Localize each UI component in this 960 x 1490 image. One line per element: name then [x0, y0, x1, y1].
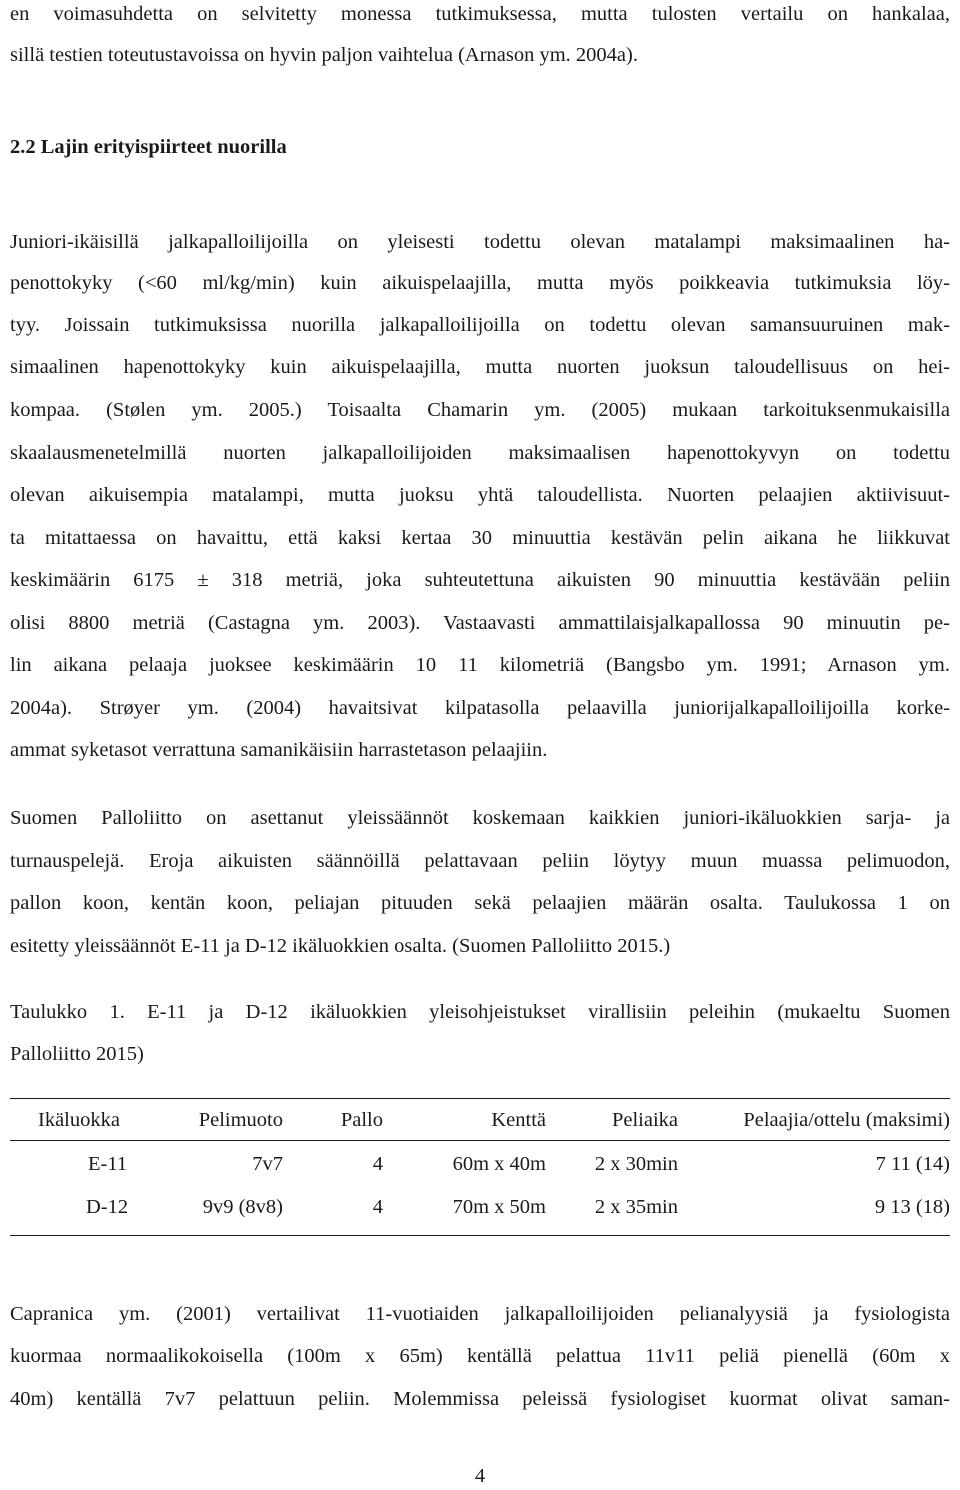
text-line: 40m) kentällä 7v7 pelattuun peliin. Molemmissa peleissä fysiologiset kuormat olivat saman-: [10, 1388, 950, 1410]
table-cell: E-11: [88, 1153, 128, 1175]
text-line: Juniori-ikäisillä jalkapalloilijoilla on yleisesti todettu olevan matalampi maksimaalinen ha-: [10, 231, 950, 253]
table-header-cell: Ikäluokka: [38, 1109, 120, 1131]
table-header-cell: Pallo: [340, 1109, 383, 1131]
text-line: keskimäärin 6175 ± 318 metriä, joka suhteutettuna aikuisten 90 minuuttia kestävään peliin: [10, 569, 950, 591]
table-header-cell: Pelaajia/ottelu (maksimi): [743, 1109, 950, 1131]
table-cell: 9 13 (18): [874, 1196, 950, 1218]
text-line: Capranica ym. (2001) vertailivat 11-vuotiaiden jalkapalloilijoiden pelianalyysiä ja fysiologista: [10, 1303, 950, 1325]
table-cell: 2 x 30min: [594, 1153, 678, 1175]
text-line: esitetty yleissäännöt E-11 ja D-12 ikäluokkien osalta. (Suomen Palloliitto 2015.): [10, 935, 671, 957]
table-cell: 70m x 50m: [452, 1196, 546, 1218]
page-number: 4: [474, 1465, 486, 1487]
table-cell: 4: [372, 1153, 383, 1175]
table-header-rule: [10, 1140, 950, 1141]
text-line: Suomen Palloliitto on asettanut yleissäännöt koskemaan kaikkien juniori-ikäluokkien sarja- ja: [10, 807, 950, 829]
table-cell: 7v7: [252, 1153, 283, 1175]
text-line: ammat syketasot verrattuna samanikäisiin harrastetason pelaajiin.: [10, 739, 548, 761]
text-line: 2004a). Strøyer ym. (2004) havaitsivat kilpatasolla pelaavilla juniorijalkapalloilijoilla korke-: [10, 697, 950, 719]
section-heading: 2.2 Lajin erityispiirteet nuorilla: [10, 136, 287, 158]
text-line: olisi 8800 metriä (Castagna ym. 2003). Vastaavasti ammattilaisjalkapallossa 90 minuutin pe-: [10, 612, 950, 634]
text-line: pallon koon, kentän koon, peliajan pituuden sekä pelaajien määrän osalta. Taulukossa 1 on: [10, 892, 950, 914]
table-caption: Taulukko 1. E-11 ja D-12 ikäluokkien yleisohjeistukset virallisiin peleihin (mukaeltu Suomen: [10, 1001, 950, 1023]
text-line: sillä testien toteutustavoissa on hyvin paljon vaihtelua (Arnason ym. 2004a).: [10, 44, 638, 66]
table-cell: 2 x 35min: [594, 1196, 678, 1218]
text-line: skaalausmenetelmillä nuorten jalkapalloilijoiden maksimaalisen hapenottokyvyn on todettu: [10, 442, 950, 464]
table-cell: 7 11 (14): [875, 1153, 950, 1175]
text-line: lin aikana pelaaja juoksee keskimäärin 10 11 kilometriä (Bangsbo ym. 1991; Arnason ym.: [10, 654, 950, 676]
table-caption: Palloliitto 2015): [10, 1043, 144, 1065]
text-line: kompaa. (Stølen ym. 2005.) Toisaalta Chamarin ym. (2005) mukaan tarkoituksenmukaisilla: [10, 399, 950, 421]
text-line: tyy. Joissain tutkimuksissa nuorilla jalkapalloilijoilla on todettu olevan samansuuruinen mak-: [10, 314, 950, 336]
table-top-rule: [10, 1098, 950, 1099]
text-line: penottokyky (<60 ml/kg/min) kuin aikuispelaajilla, mutta myös poikkeavia tutkimuksia löy-: [10, 272, 950, 294]
text-line: simaalinen hapenottokyky kuin aikuispelaajilla, mutta nuorten juoksun taloudellisuus on hei-: [10, 356, 950, 378]
table-header-cell: Peliaika: [611, 1109, 678, 1131]
text-line: olevan aikuisempia matalampi, mutta juoksu yhtä taloudellista. Nuorten pelaajien aktiivisuut-: [10, 484, 950, 506]
text-line: kuormaa normaalikokoisella (100m x 65m) kentällä pelattua 11v11 peliä pienellä (60m x: [10, 1345, 950, 1367]
table-cell: 4: [372, 1196, 383, 1218]
table-cell: 9v9 (8v8): [202, 1196, 283, 1218]
text-line: turnauspelejä. Eroja aikuisten säännöillä pelattavaan peliin löytyy muun muassa pelimuodon,: [10, 850, 950, 872]
table-header-cell: Pelimuoto: [198, 1109, 283, 1131]
table-cell: D-12: [86, 1196, 129, 1218]
text-line: en voimasuhdetta on selvitetty monessa tutkimuksessa, mutta tulosten vertailu on hankalaa,: [10, 3, 950, 25]
table-bottom-rule: [10, 1235, 950, 1236]
table-cell: 60m x 40m: [452, 1153, 546, 1175]
table-header-cell: Kenttä: [491, 1109, 546, 1131]
text-line: ta mitattaessa on havaittu, että kaksi kertaa 30 minuuttia kestävän pelin aikana he liikkuvat: [10, 527, 950, 549]
